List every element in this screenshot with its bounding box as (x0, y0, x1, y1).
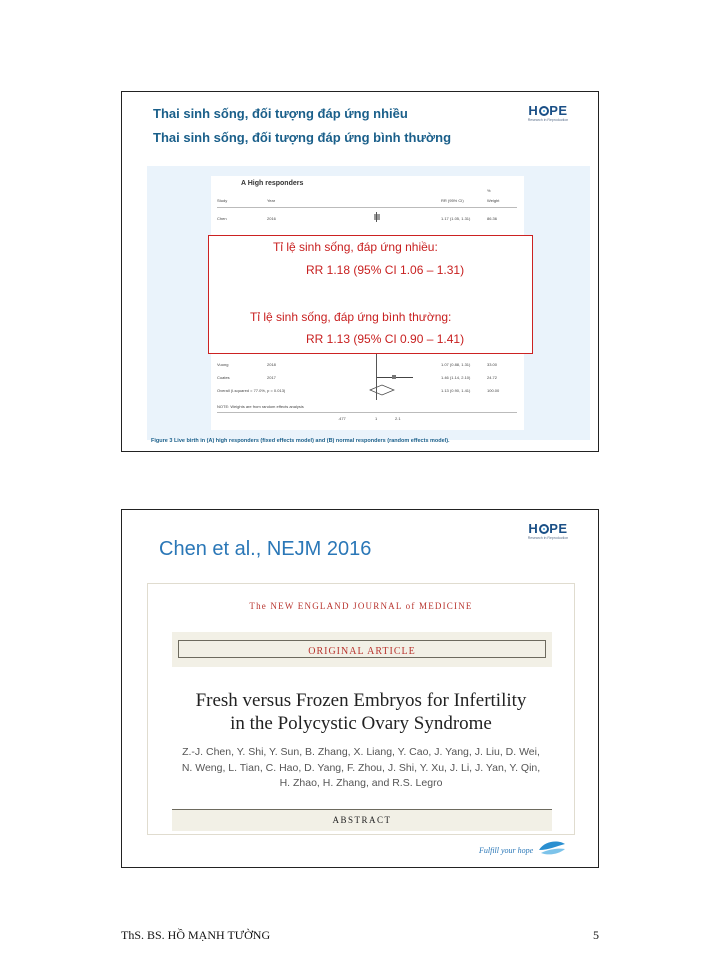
authors-line-3: H. Zhao, H. Zhang, and R.S. Legro (279, 777, 443, 789)
hope-leaf-icon (537, 838, 567, 858)
callout-high-label: Tỉ lệ sinh sống, đáp ứng nhiều: (273, 240, 438, 254)
slide-1-title-line-2: Thai sinh sống, đối tượng đáp ứng bình thường (153, 130, 452, 145)
forest-row-year: 2018 (267, 362, 276, 367)
forest-col-study: Study (217, 198, 228, 203)
paper-title-line-1: Fresh versus Frozen Embryos for Infertility (195, 690, 527, 711)
hope-logo-word: H PE (528, 521, 568, 536)
slide-1-title-line-1: Thai sinh sống, đối tượng đáp ứng nhiều (153, 106, 408, 121)
forest-row-study: Vuong (217, 362, 229, 367)
forest-null-line-bottom (376, 346, 377, 400)
forest-row-marker (374, 214, 380, 220)
forest-overall-label: Overall (I-squared = 77.0%, p = 0.013) (217, 388, 286, 393)
callout-normal-label: Tỉ lệ sinh sống, đáp ứng bình thường: (250, 310, 452, 324)
forest-plot-panel-title: A High responders (241, 180, 304, 187)
abstract-heading: ABSTRACT (332, 815, 392, 825)
article-type-label: ORIGINAL ARTICLE (308, 646, 416, 657)
hope-logo (524, 522, 572, 541)
hope-logo-o-icon (539, 106, 549, 116)
hope-logo (524, 104, 572, 123)
forest-overall-rr: 1.13 (0.90, 1.41) (441, 388, 471, 393)
forest-axis (217, 412, 517, 413)
hope-logo-word: H PE (528, 103, 568, 118)
footer-author: ThS. BS. HỒ MẠNH TƯỜNG (121, 928, 271, 942)
journal-article-image (147, 583, 575, 835)
slide-2 (121, 509, 599, 868)
forest-overall-diamond (369, 384, 395, 396)
forest-header-rule (217, 207, 517, 208)
hope-logo-o-icon (539, 524, 549, 534)
abstract-band (172, 809, 552, 831)
forest-row-rr: 1.07 (0.88, 1.31) (441, 362, 471, 367)
journal-name: The NEW ENGLAND JOURNAL of MEDICINE (249, 601, 473, 611)
callout-high-rr: RR 1.18 (95% CI 1.06 – 1.31) (306, 263, 465, 277)
forest-row-year: 2017 (267, 375, 276, 380)
forest-row-rr: 1.46 (1.14, 2.10) (441, 375, 471, 380)
slide-2-title: Chen et al., NEJM 2016 (159, 538, 372, 560)
page-number: 5 (593, 928, 599, 942)
forest-col-weight: Weight (487, 198, 500, 203)
article-type-box (178, 640, 546, 658)
paper-authors (148, 745, 574, 792)
forest-overall-weight: 100.00 (487, 388, 500, 393)
authors-line-1: Z.-J. Chen, Y. Shi, Y. Sun, B. Zhang, X. Liang, Y. Cao, J. Yang, J. Liu, D. Wei, (182, 746, 540, 758)
forest-note: NOTE: Weights are from random effects analysis (217, 404, 304, 409)
figure-caption (151, 438, 450, 444)
forest-tick: .477 (338, 416, 346, 421)
forest-row-study: Coates (217, 375, 230, 380)
figure-caption-text: Live birth in (A) high responders (fixed effects model) and (B) normal responders (random effects model). (173, 438, 450, 444)
forest-col-rr: RR (95% CI) (441, 198, 464, 203)
forest-tick: 1 (375, 416, 378, 421)
hope-logo-subtitle: Research in Reproduction (527, 118, 569, 122)
forest-tick: 2.1 (395, 416, 401, 421)
forest-row-weight: 33.00 (487, 362, 498, 367)
forest-row-weight: 86.36 (487, 216, 498, 221)
forest-row-year: 2016 (267, 216, 276, 221)
forest-row-rr: 1.17 (1.05, 1.31) (441, 216, 471, 221)
forest-null-line-top (376, 212, 377, 222)
authors-line-2: N. Weng, L. Tian, C. Hao, D. Yang, F. Zhou, J. Shi, Y. Xu, J. Li, J. Yan, Y. Qin, (181, 761, 541, 774)
paper-title-line-2: in the Polycystic Ovary Syndrome (230, 713, 492, 734)
forest-col-year: Year (267, 198, 276, 203)
forest-col-pct: % (487, 188, 491, 193)
forest-row-weight: 24.72 (487, 375, 498, 380)
result-callout-box (208, 235, 533, 354)
hope-logo-subtitle: Research in Reproduction (527, 536, 569, 540)
forest-row-marker (392, 375, 396, 379)
hope-tagline: Fulfill your hope (479, 846, 534, 855)
callout-normal-rr: RR 1.13 (95% CI 0.90 – 1.41) (306, 332, 465, 346)
paper-title (148, 689, 574, 735)
figure-caption-label: Figure 3 (151, 438, 173, 444)
forest-row-study: Chen (217, 216, 227, 221)
slide-1 (121, 91, 599, 452)
